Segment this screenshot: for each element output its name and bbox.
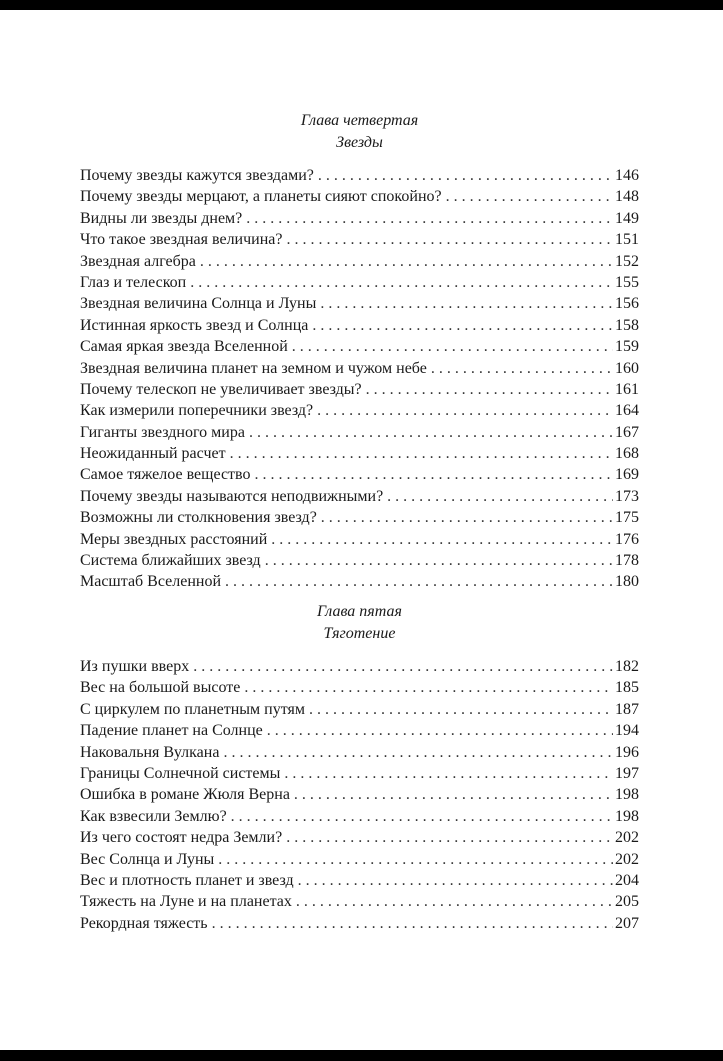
toc-entry-title: Почему звезды кажутся звездами?: [80, 167, 314, 184]
dot-leader: [193, 656, 613, 677]
toc-entry-page-number: 182: [615, 658, 639, 675]
toc-entry-page-number: 176: [615, 530, 639, 548]
toc-entry-page-number: 185: [615, 679, 639, 697]
dot-leader: [286, 827, 613, 848]
toc-entry-page-number: 149: [615, 209, 639, 227]
toc-entry: [80, 486, 639, 507]
dot-leader: [244, 677, 613, 698]
toc-entry-page-number: 194: [615, 722, 639, 740]
toc-entry-page-number: 151: [615, 231, 639, 249]
toc-entry-page-number: 178: [615, 552, 639, 570]
toc-entry-title: Рекордная тяжесть: [80, 914, 208, 932]
toc-entry: [80, 272, 639, 293]
toc-entry-title: Падение планет на Солнце: [80, 722, 263, 740]
toc-entry-title: Гиганты звездного мира: [80, 423, 245, 441]
toc-entry: [80, 464, 639, 485]
toc-entry-title: Самая яркая звезда Вселенной: [80, 338, 288, 356]
toc-entry: [80, 422, 639, 443]
toc-entry: [80, 720, 639, 741]
dot-leader: [230, 443, 613, 464]
toc-entry-page-number: 196: [615, 743, 639, 761]
toc-entry: [80, 550, 639, 571]
dot-leader: [286, 229, 613, 250]
dot-leader: [320, 293, 613, 314]
toc-entry-title: Наковальня Вулкана: [80, 743, 220, 761]
chapter-title: Тяготение: [323, 625, 396, 642]
toc-entry-page-number: 146: [615, 167, 639, 184]
toc-entry: [80, 699, 639, 720]
toc-entry-page-number: 148: [615, 188, 639, 206]
dot-leader: [200, 251, 613, 272]
toc-entries: [80, 165, 639, 593]
toc-entry: [80, 763, 639, 784]
dot-leader: [223, 742, 613, 763]
toc-entry: [80, 443, 639, 464]
book-page: [0, 10, 723, 1050]
dot-leader: [292, 336, 613, 357]
dot-leader: [231, 806, 613, 827]
toc-entry-page-number: 167: [615, 423, 639, 441]
toc-entry-title: Звездная величина Солнца и Луны: [80, 295, 317, 313]
toc-entry-title: Масштаб Вселенной: [80, 573, 222, 591]
dot-leader: [284, 763, 613, 784]
toc-entry-title: Тяжесть на Луне и на планетах: [80, 893, 292, 911]
toc-entry-page-number: 164: [615, 402, 639, 420]
toc-entry: [80, 315, 639, 336]
toc-entry: [80, 251, 639, 272]
toc-entry: [80, 336, 639, 357]
dot-leader: [318, 165, 613, 186]
toc-entry: [80, 293, 639, 314]
toc-entry-title: Меры звездных расстояний: [80, 530, 268, 548]
toc-entry: [80, 400, 639, 421]
toc-entry-page-number: 158: [615, 316, 639, 334]
dot-leader: [190, 272, 613, 293]
dot-leader: [271, 529, 613, 550]
dot-leader: [265, 550, 613, 571]
toc-entry-title: Звездная величина планет на земном и чужом небе: [80, 359, 427, 377]
toc-entry-title: Глаз и телескоп: [80, 273, 187, 291]
toc-entry-page-number: 156: [615, 295, 639, 313]
dot-leader: [212, 913, 613, 934]
toc-entry: [80, 656, 639, 677]
toc-entry-title: Как взвесили Землю?: [80, 807, 227, 825]
dot-leader: [366, 379, 613, 400]
toc-entry-page-number: 187: [615, 700, 639, 718]
chapter-4-section: [80, 110, 639, 593]
toc-entry-page-number: 198: [615, 786, 639, 804]
chapter-5-section: [80, 601, 639, 934]
toc-entry: [80, 529, 639, 550]
dot-leader: [446, 186, 613, 207]
toc-entry: [80, 165, 639, 186]
toc-entry: [80, 677, 639, 698]
toc-entry-page-number: 168: [615, 445, 639, 463]
toc-entry-title: Из пушки вверх: [80, 658, 190, 675]
toc-entry: [80, 229, 639, 250]
dot-leader: [267, 720, 613, 741]
toc-entry-title: Почему звезды называются неподвижными?: [80, 487, 384, 505]
toc-entry: [80, 870, 639, 891]
dot-leader: [321, 507, 613, 528]
dot-leader: [296, 891, 613, 912]
toc-entry-page-number: 160: [615, 359, 639, 377]
toc-entry-title: Вес на большой высоте: [80, 679, 241, 697]
dot-leader: [218, 849, 613, 870]
toc-entry-title: Звездная алгебра: [80, 252, 196, 270]
toc-entry: [80, 186, 639, 207]
dot-leader: [225, 571, 613, 592]
toc-entry-title: Видны ли звезды днем?: [80, 209, 243, 227]
toc-entry: [80, 208, 639, 229]
toc-entry: [80, 507, 639, 528]
chapter-label: Глава пятая: [317, 603, 402, 620]
dot-leader: [246, 208, 613, 229]
dot-leader: [387, 486, 613, 507]
toc-entry-title: Система ближайших звезд: [80, 552, 261, 570]
toc-entry-page-number: 205: [615, 893, 639, 911]
toc-entry-title: Вес и плотность планет и звезд: [80, 871, 294, 889]
toc-entry: [80, 913, 639, 934]
toc-entry-page-number: 198: [615, 807, 639, 825]
toc-entries: [80, 656, 639, 934]
toc-entry-title: Из чего состоят недра Земли?: [80, 829, 283, 847]
toc-entry-title: Вес Солнца и Луны: [80, 850, 215, 868]
dot-leader: [294, 784, 613, 805]
dot-leader: [309, 699, 613, 720]
toc-entry-page-number: 175: [615, 509, 639, 527]
toc-entry-page-number: 161: [615, 380, 639, 398]
chapter-label: Глава четвертая: [300, 112, 419, 129]
toc-entry: [80, 571, 639, 592]
toc-entry-title: Почему звезды мерцают, а планеты сияют спокойно?: [80, 188, 442, 206]
dot-leader: [254, 464, 613, 485]
toc-entry-title: Возможны ли столкновения звезд?: [80, 509, 317, 527]
chapter-title: Звезды: [336, 134, 383, 151]
toc-entry-page-number: 204: [615, 871, 639, 889]
toc-entry: [80, 784, 639, 805]
dot-leader: [317, 400, 613, 421]
toc-entry-page-number: 159: [615, 338, 639, 356]
toc-entry-page-number: 155: [615, 273, 639, 291]
dot-leader: [431, 358, 613, 379]
dot-leader: [249, 422, 613, 443]
toc-entry-title: Истинная яркость звезд и Солнца: [80, 316, 309, 334]
toc-entry-page-number: 180: [615, 573, 639, 591]
toc-entry-page-number: 152: [615, 252, 639, 270]
toc-entry-title: Ошибка в романе Жюля Верна: [80, 786, 290, 804]
toc-entry-title: С циркулем по планетным путям: [80, 700, 305, 718]
toc-entry-page-number: 197: [615, 764, 639, 782]
toc-entry-title: Границы Солнечной системы: [80, 764, 281, 782]
toc-entry-page-number: 207: [615, 914, 639, 932]
toc-entry-page-number: 202: [615, 829, 639, 847]
toc-entry-title: Как измерили поперечники звезд?: [80, 402, 314, 420]
toc-entry: [80, 849, 639, 870]
toc-entry: [80, 379, 639, 400]
toc-entry: [80, 827, 639, 848]
dot-leader: [298, 870, 613, 891]
dot-leader: [312, 315, 613, 336]
toc-entry: [80, 742, 639, 763]
toc-entry-page-number: 202: [615, 850, 639, 868]
toc-entry-title: Что такое звездная величина?: [80, 231, 283, 249]
toc-entry: [80, 891, 639, 912]
toc-entry-title: Самое тяжелое вещество: [80, 466, 251, 484]
toc-entry-page-number: 169: [615, 466, 639, 484]
toc-entry: [80, 358, 639, 379]
toc-entry-page-number: 173: [615, 487, 639, 505]
toc-entry-title: Почему телескоп не увеличивает звезды?: [80, 380, 362, 398]
toc-entry-title: Неожиданный расчет: [80, 445, 226, 463]
toc-entry: [80, 806, 639, 827]
